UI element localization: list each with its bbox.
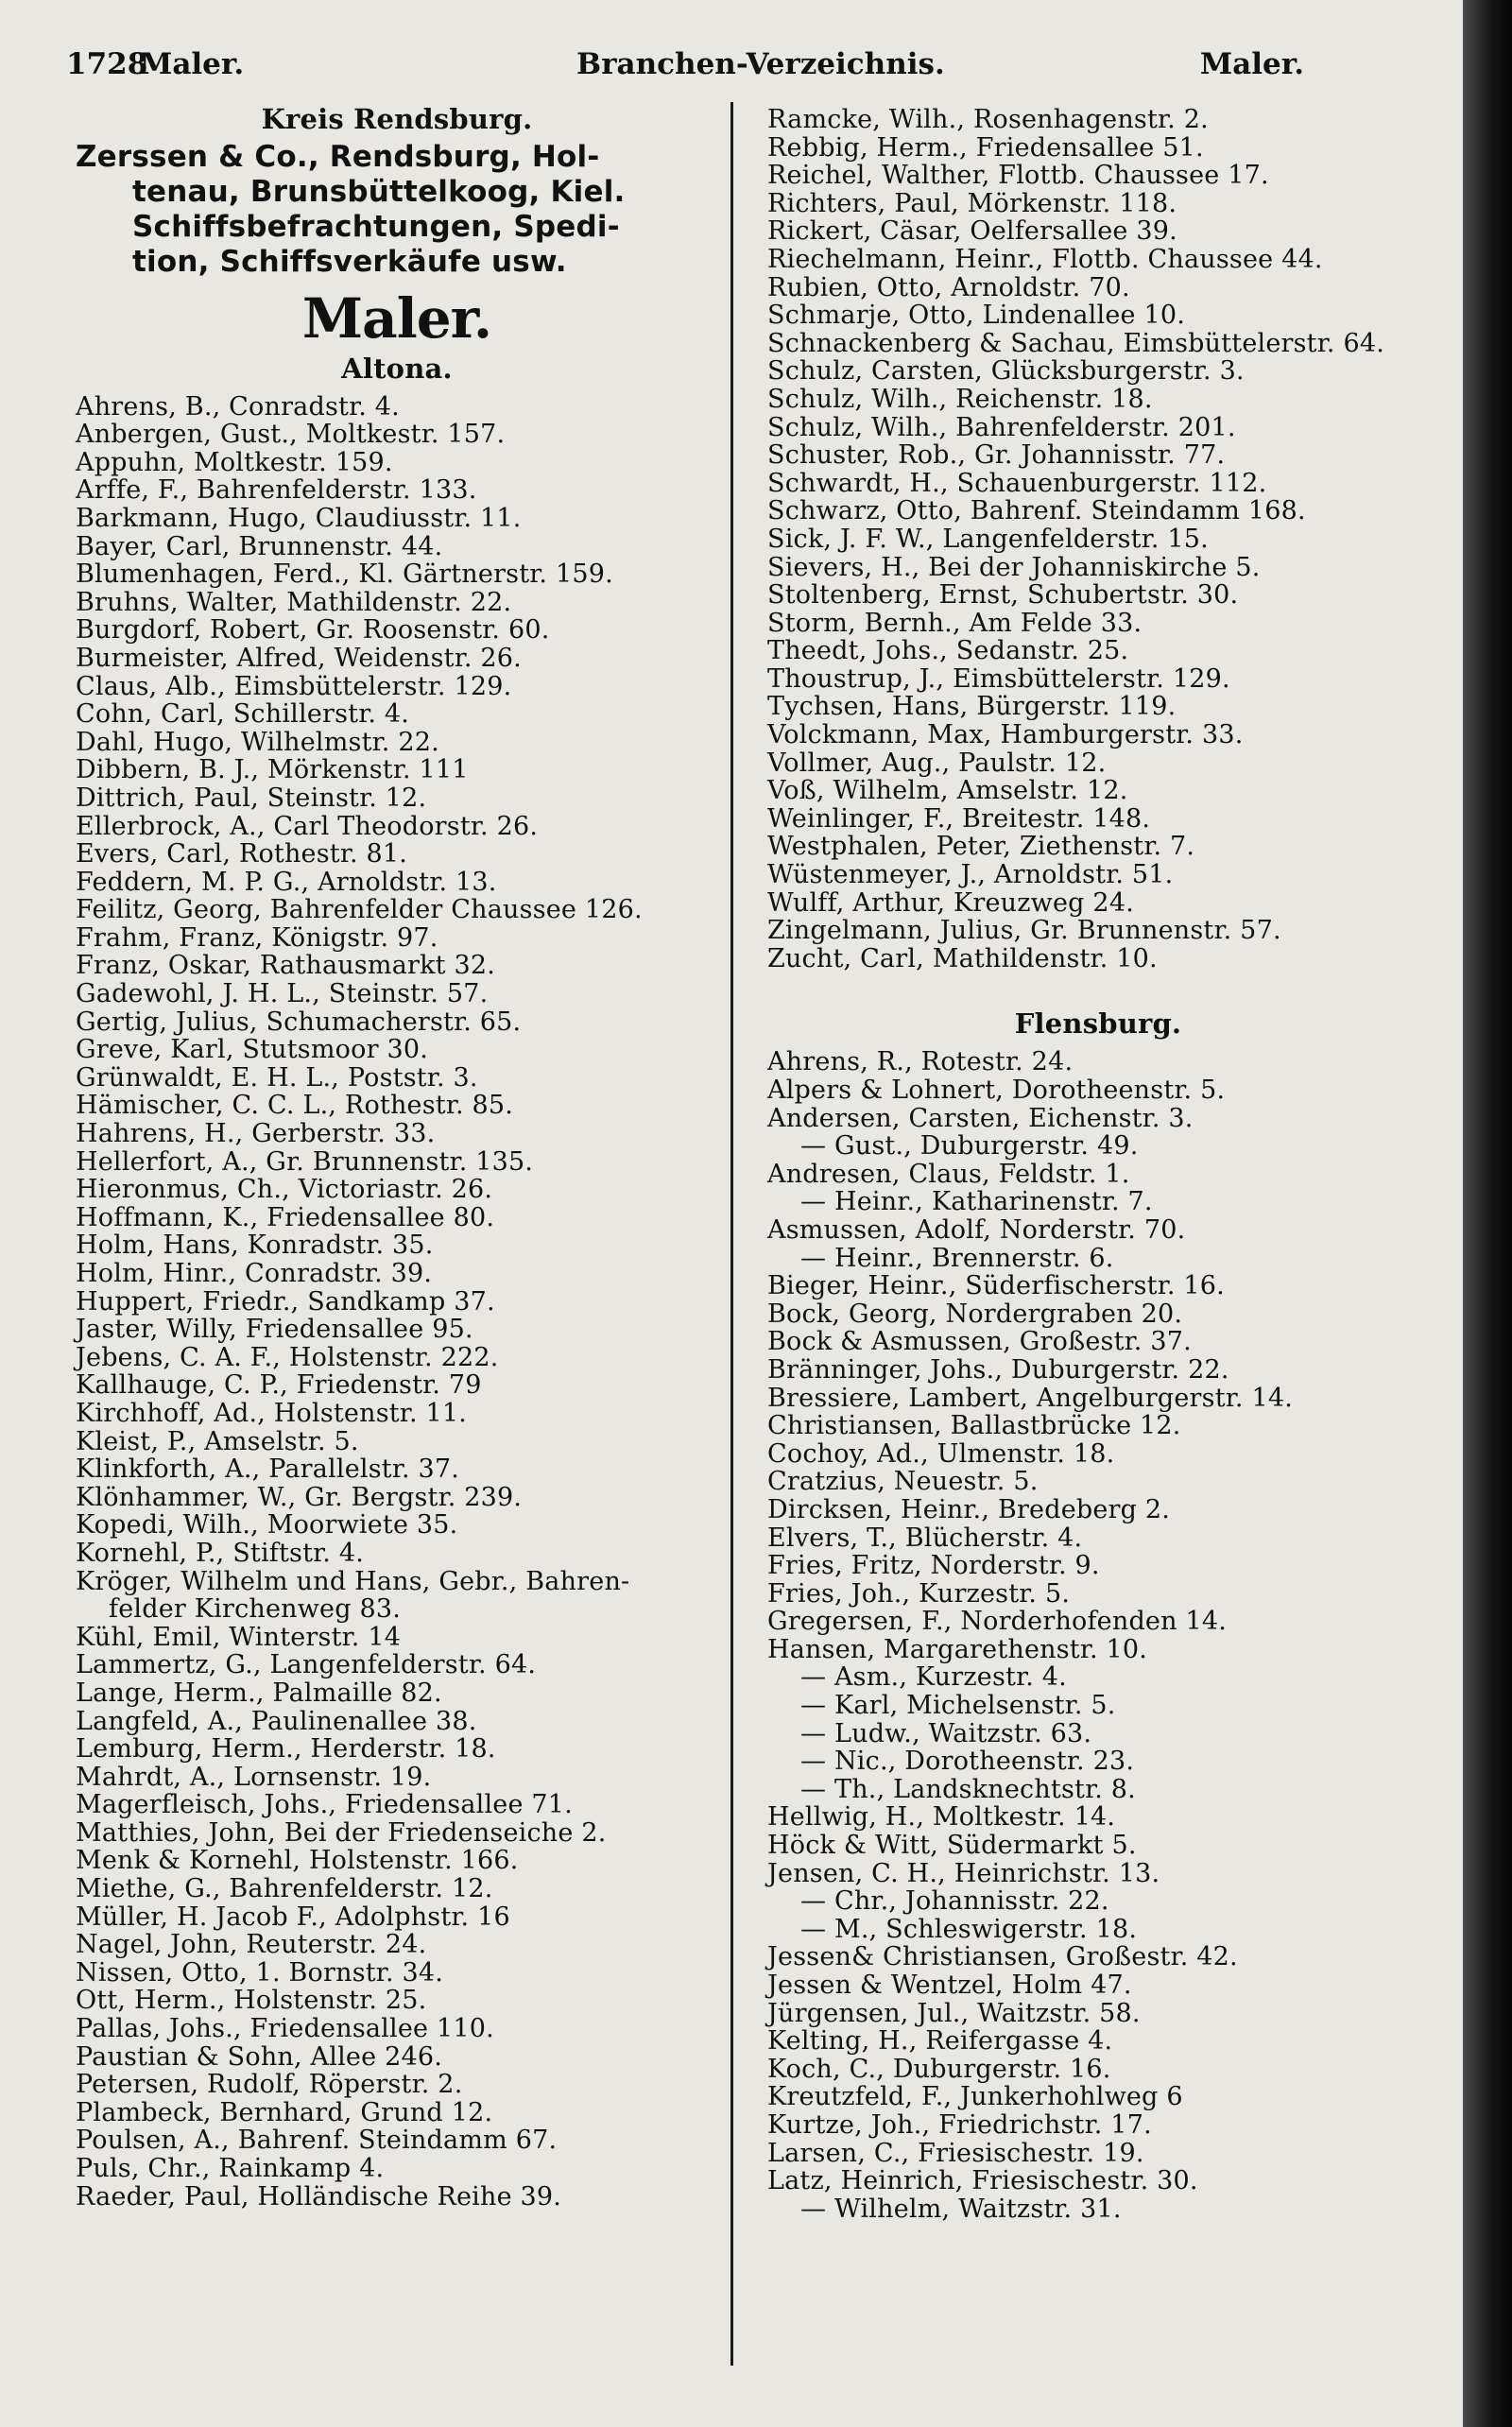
directory-entry: Larsen, C., Friesischestr. 19. [767,2138,1144,2168]
advertisement-line: tenau, Brunsbüttelkoog, Kiel. [132,174,626,209]
directory-entry: Kopedi, Wilh., Moorwiete 35. [76,1510,458,1541]
directory-entry: Pallas, Johs., Friedensallee 110. [76,2014,494,2044]
directory-entry: Sick, J. F. W., Langenfelderstr. 15. [767,524,1209,554]
directory-entry: Anbergen, Gust., Moltkestr. 157. [76,420,506,450]
directory-entry: — Karl, Michelsenstr. 5. [800,1691,1116,1721]
directory-entry: Jaster, Willy, Friedensallee 95. [76,1315,473,1345]
page-number: 1728 [66,47,148,81]
directory-entry: Voß, Wilhelm, Amselstr. 12. [767,776,1128,806]
directory-entry: — Chr., Johannisstr. 22. [800,1886,1109,1917]
directory-entry: Westphalen, Peter, Ziethenstr. 7. [767,832,1195,862]
directory-entry: Jürgensen, Jul., Waitzstr. 58. [767,1998,1141,2028]
directory-entry: Stoltenberg, Ernst, Schubertstr. 30. [767,580,1239,611]
advertisement [76,140,718,280]
directory-entry: Schulz, Wilh., Reichenstr. 18. [767,384,1153,414]
directory-entry: Ellerbrock, A., Carl Theodorstr. 26. [76,811,539,841]
directory-entry: Dahl, Hugo, Wilhelmstr. 22. [76,727,439,757]
directory-entry: Nagel, John, Reuterstr. 24. [76,1930,427,1960]
directory-entry: Barkmann, Hugo, Claudiusstr. 11. [76,503,522,533]
directory-entry: — Heinr., Katharinenstr. 7. [800,1187,1153,1217]
trade-title: Maler. [301,285,492,351]
entry-list-altona-continued [767,106,1429,973]
directory-entry: Lammertz, G., Langenfelderstr. 64. [76,1650,537,1680]
directory-entry: Schmarje, Otto, Lindenallee 10. [767,301,1186,331]
advertisement-line: Schiffsbefrachtungen, Spedi- [132,209,620,244]
directory-entry: — Heinr., Brennerstr. 6. [800,1243,1114,1273]
directory-entry: Bieger, Heinr., Süderfischerstr. 16. [767,1271,1225,1301]
directory-entry: Hieronmus, Ch., Victoriastr. 26. [76,1175,493,1205]
city-heading-altona: Altona. [341,352,453,385]
directory-entry: Zucht, Carl, Mathildenstr. 10. [767,943,1158,973]
directory-entry: Fries, Joh., Kurzestr. 5. [767,1578,1071,1609]
directory-entry: Schulz, Wilh., Bahrenfelderstr. 201. [767,412,1236,442]
directory-entry: Schulz, Carsten, Glücksburgerstr. 3. [767,356,1245,387]
directory-entry: Andersen, Carsten, Eichenstr. 3. [767,1103,1194,1133]
directory-entry: Storm, Bernh., Am Felde 33. [767,608,1143,638]
directory-entry: Holm, Hans, Konradstr. 35. [76,1231,434,1261]
directory-entry: Thoustrup, J., Eimsbüttelerstr. 129. [767,663,1230,694]
directory-entry: Vollmer, Aug., Paulstr. 12. [767,748,1107,778]
directory-entry: Blumenhagen, Ferd., Kl. Gärtnerstr. 159. [76,559,613,590]
directory-entry: Kröger, Wilhelm und Hans, Gebr., Bahren- [76,1566,630,1596]
directory-entry: Feilitz, Georg, Bahrenfelder Chaussee 126. [76,895,643,925]
running-title-left: Maler. [140,47,245,81]
advertisement-line: tion, Schiffsverkäufe usw. [132,244,567,279]
directory-entry: Dibbern, B. J., Mörkenstr. 111 [76,755,469,785]
directory-entry: Alpers & Lohnert, Dorotheenstr. 5. [767,1076,1226,1105]
directory-entry: — Gust., Duburgerstr. 49. [800,1131,1139,1162]
directory-entry: Kurtze, Joh., Friedrichstr. 17. [767,2109,1152,2140]
directory-entry: Gadewohl, J. H. L., Steinstr. 57. [76,979,489,1009]
directory-entry: Ahrens, B., Conradstr. 4. [76,391,400,422]
directory-entry: Feddern, M. P. G., Arnoldstr. 13. [76,867,497,897]
directory-entry: Rebbig, Herm., Friedensallee 51. [767,132,1204,163]
directory-entry: Ahrens, R., Rotestr. 24. [767,1047,1074,1077]
directory-entry: Schuster, Rob., Gr. Johannisstr. 77. [767,440,1226,471]
directory-entry: Hoffmann, K., Friedensallee 80. [76,1202,495,1232]
directory-entry: Kornehl, P., Stiftstr. 4. [76,1538,365,1568]
directory-entry: Fries, Fritz, Norderstr. 9. [767,1551,1100,1581]
directory-entry: Richters, Paul, Mörkenstr. 118. [767,188,1177,218]
directory-entry: Andresen, Claus, Feldstr. 1. [767,1159,1130,1189]
directory-entry: Cochoy, Ad., Ulmenstr. 18. [767,1438,1115,1469]
directory-entry: Holm, Hinr., Conradstr. 39. [76,1259,433,1288]
directory-entry: Wüstenmeyer, J., Arnoldstr. 51. [767,860,1174,890]
directory-entry: Langfeld, A., Paulinenallee 38. [76,1706,477,1736]
left-column [76,103,718,2212]
directory-entry: Müller, H. Jacob F., Adolphstr. 16 [76,1902,510,1932]
directory-entry: Evers, Carl, Rothestr. 81. [76,839,408,869]
directory-entry: Franz, Oskar, Rathausmarkt 32. [76,951,496,981]
directory-entry: Bressiere, Lambert, Angelburgerstr. 14. [767,1383,1294,1413]
directory-entry: Jessen& Christiansen, Großestr. 42. [767,1942,1238,1972]
directory-entry: Klönhammer, W., Gr. Bergstr. 239. [76,1482,523,1512]
directory-entry: Wulff, Arthur, Kreuzweg 24. [767,887,1134,918]
right-column [767,106,1429,2223]
directory-entry: Sievers, H., Bei der Johanniskirche 5. [767,552,1261,582]
directory-entry: Gertig, Julius, Schumacherstr. 65. [76,1007,522,1037]
directory-entry: Arffe, F., Bahrenfelderstr. 133. [76,475,477,506]
directory-entry: Jessen & Wentzel, Holm 47. [767,1971,1132,2000]
directory-entry: Klinkforth, A., Parallelstr. 37. [76,1454,460,1485]
directory-entry: Raeder, Paul, Holländische Reihe 39. [76,2181,562,2212]
directory-entry: Plambeck, Bernhard, Grund 12. [76,2097,493,2127]
directory-entry: — M., Schleswigerstr. 18. [800,1914,1138,1944]
directory-entry: Riechelmann, Heinr., Flottb. Chaussee 44. [767,244,1323,274]
column-divider [730,102,733,2366]
directory-entry: Kirchhoff, Ad., Holstenstr. 11. [76,1398,468,1428]
directory-entry: Latz, Heinrich, Friesischestr. 30. [767,2166,1198,2196]
directory-entry: Kelting, H., Reifergasse 4. [767,2026,1113,2057]
directory-entry: Greve, Karl, Stutsmoor 30. [76,1035,429,1065]
directory-entry: Zingelmann, Julius, Gr. Brunnenstr. 57. [767,916,1281,946]
running-title-right: Maler. [1199,47,1304,81]
directory-entry: Jensen, C. H., Heinrichstr. 13. [767,1858,1160,1888]
directory-entry: Huppert, Friedr., Sandkamp 37. [76,1286,495,1317]
directory-entry: Appuhn, Moltkestr. 159. [76,447,393,477]
directory-entry: Lemburg, Herm., Herderstr. 18. [76,1734,496,1764]
directory-entry: Cratzius, Neuestr. 5. [767,1467,1039,1497]
directory-entry: Bayer, Carl, Brunnenstr. 44. [76,531,443,561]
directory-entry: Matthies, John, Bei der Friedenseiche 2. [76,1817,607,1848]
directory-entry: Kühl, Emil, Winterstr. 14 [76,1622,402,1652]
directory-entry: Bock, Georg, Nordergraben 20. [767,1299,1183,1329]
directory-entry: Jebens, C. A. F., Holstenstr. 222. [76,1342,499,1372]
directory-entry: Theedt, Johs., Sedanstr. 25. [767,636,1129,666]
directory-entry: Lange, Herm., Palmaille 82. [76,1678,442,1708]
advertisement-line: Zerssen & Co., Rendsburg, Hol- [76,139,600,174]
directory-entry: Dittrich, Paul, Steinstr. 12. [76,783,427,813]
directory-entry: — Wilhelm, Waitzstr. 31. [800,2194,1122,2224]
directory-entry: — Ludw., Waitzstr. 63. [800,1718,1092,1748]
directory-entry: Koch, C., Duburgerstr. 16. [767,2054,1111,2084]
directory-entry: Reichel, Walther, Flottb. Chaussee 17. [767,161,1269,191]
directory-entry: Poulsen, A., Bahrenf. Steindamm 67. [76,2126,558,2156]
directory-entry: Asmussen, Adolf, Norderstr. 70. [767,1214,1186,1245]
directory-entry: Schwarz, Otto, Bahrenf. Steindamm 168. [767,496,1306,526]
directory-entry: Dircksen, Heinr., Bredeberg 2. [767,1494,1171,1524]
directory-entry: Elvers, T., Blücherstr. 4. [767,1523,1083,1553]
directory-entry: Hämischer, C. C. L., Rothestr. 85. [76,1091,514,1121]
directory-entry: Claus, Alb., Eimsbüttelerstr. 129. [76,671,512,701]
directory-entry: Hahrens, H., Gerberstr. 33. [76,1119,436,1149]
entry-list-flensburg [767,1048,1429,2223]
running-head [66,47,1304,91]
directory-entry: Rubien, Otto, Arnoldstr. 70. [767,272,1130,302]
directory-entry: Nissen, Otto, 1. Bornstr. 34. [76,1957,444,1988]
directory-entry: Gregersen, F., Norderhofenden 14. [767,1607,1228,1637]
directory-entry: Burgdorf, Robert, Gr. Roosenstr. 60. [76,615,550,645]
directory-entry: Bränninger, Johs., Duburgerstr. 22. [767,1354,1229,1385]
directory-entry: Puls, Chr., Rainkamp 4. [76,2154,385,2183]
directory-entry: Tychsen, Hans, Bürgerstr. 119. [767,692,1177,722]
directory-entry: Mahrdt, A., Lornsenstr. 19. [76,1762,432,1792]
directory-entry: Bruhns, Walter, Mathildenstr. 22. [76,587,512,617]
entry-list-altona [76,393,718,2212]
directory-entry: Hansen, Margarethenstr. 10. [767,1634,1148,1664]
directory-entry: Weinlinger, F., Breitestr. 148. [767,803,1151,834]
directory-entry: Magerfleisch, Johs., Friedensallee 71. [76,1790,573,1820]
directory-entry: Frahm, Franz, Königstr. 97. [76,922,438,953]
directory-entry: felder Kirchenweg 83. [109,1594,402,1625]
directory-entry: — Th., Landsknechtstr. 8. [800,1774,1136,1804]
directory-entry: Rickert, Cäsar, Oelfersallee 39. [767,216,1177,247]
directory-entry: Christiansen, Ballastbrücke 12. [767,1411,1181,1441]
page-edge-shadow [1463,0,1512,2427]
directory-entry: Ramcke, Wilh., Rosenhagenstr. 2. [767,105,1209,134]
directory-entry: Bock & Asmussen, Großestr. 37. [767,1327,1192,1357]
directory-entry: Kleist, P., Amselstr. 5. [76,1426,359,1456]
directory-entry: — Asm., Kurzestr. 4. [800,1662,1067,1693]
region-heading: Kreis Rendsburg. [261,103,533,135]
running-title-center: Branchen-Verzeichnis. [576,47,945,81]
directory-entry: Grünwaldt, E. H. L., Poststr. 3. [76,1062,478,1093]
directory-entry: Volckmann, Max, Hamburgerstr. 33. [767,720,1244,750]
directory-entry: Kreutzfeld, F., Junkerhohlweg 6 [767,2082,1183,2112]
directory-entry: Menk & Kornehl, Holstenstr. 166. [76,1846,519,1876]
directory-entry: Hellerfort, A., Gr. Brunnenstr. 135. [76,1146,534,1177]
directory-entry: Ott, Herm., Holstenstr. 25. [76,1986,427,2016]
directory-entry: — Nic., Dorotheenstr. 23. [800,1747,1135,1777]
city-heading-flensburg: Flensburg. [1014,1007,1182,1041]
directory-entry: Schnackenberg & Sachau, Eimsbüttelerstr. 64. [767,328,1384,358]
directory-entry: Hellwig, H., Moltkestr. 14. [767,1802,1116,1833]
directory-entry: Kallhauge, C. P., Friedenstr. 79 [76,1370,482,1401]
directory-entry: Paustian & Sohn, Allee 246. [76,2041,442,2072]
directory-entry: Petersen, Rudolf, Röperstr. 2. [76,2070,463,2100]
directory-entry: Schwardt, H., Schauenburgerstr. 112. [767,468,1267,498]
directory-entry: Miethe, G., Bahrenfelderstr. 12. [76,1874,493,1904]
directory-entry: Burmeister, Alfred, Weidenstr. 26. [76,643,522,673]
directory-entry: Cohn, Carl, Schillerstr. 4. [76,699,410,730]
directory-entry: Höck & Witt, Südermarkt 5. [767,1831,1137,1861]
